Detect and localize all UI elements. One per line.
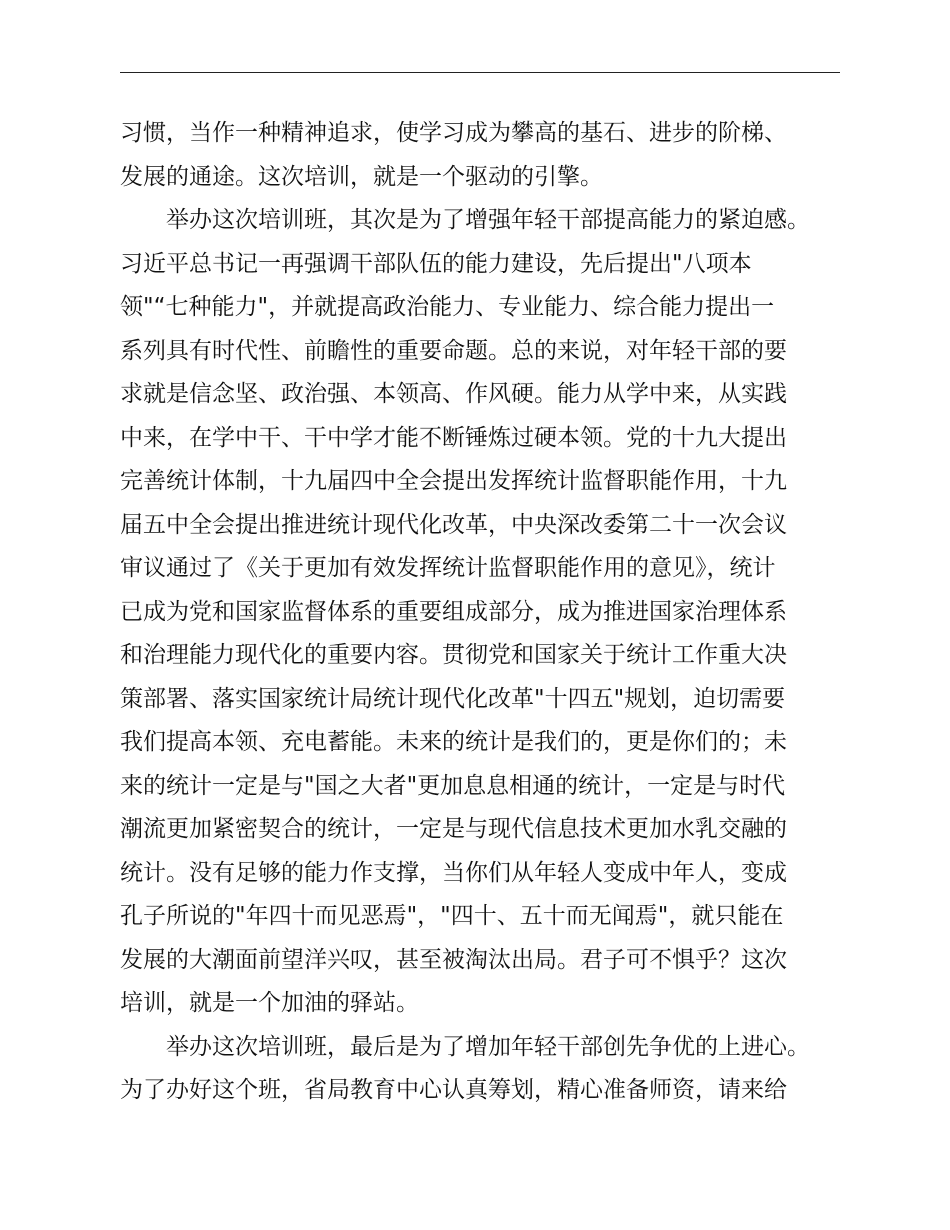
paragraph-start-line: 举办这次培训班，其次是为了增强年轻干部提高能力的紧迫感。 xyxy=(166,207,810,233)
text-line: 领"“七种能力"，并就提高政治能力、专业能力、综合能力提出一 xyxy=(120,294,775,320)
text-line: 系列具有时代性、前瞻性的重要命题。总的来说，对年轻干部的要 xyxy=(120,337,787,364)
text-line: 和治理能力现代化的重要内容。贯彻党和国家关于统计工作重大决 xyxy=(120,642,787,668)
text-line: 发展的大潮面前望洋兴叹，甚至被淘汰出局。君子可不惧乎？这次 xyxy=(120,946,787,973)
text-line: 孔子所说的"年四十而见恶焉"，"四十、五十而无闻焉"，就只能在 xyxy=(120,903,784,929)
text-line: 审议通过了《关于更加有效发挥统计监督职能作用的意见》，统计 xyxy=(120,555,776,581)
text-line: 已成为党和国家监督体系的重要组成部分，成为推进国家治理体系 xyxy=(120,598,787,625)
text-line: 培训，就是一个加油的驿站。 xyxy=(120,990,419,1016)
text-line: 策部署、落实国家统计局统计现代化改革"十四五"规划，迫切需要 xyxy=(120,685,786,712)
text-line: 为了办好这个班，省局教育中心认真筹划，精心准备师资，请来给 xyxy=(120,1077,787,1103)
text-line: 习惯，当作一种精神追求，使学习成为攀高的基石、进步的阶梯、 xyxy=(120,120,787,146)
document-body xyxy=(120,112,840,1113)
text-line: 发展的通途。这次培训，就是一个驱动的引擎。 xyxy=(120,163,603,190)
text-line: 求就是信念坚、政治强、本领高、作风硬。能力从学中来，从实践 xyxy=(120,381,787,407)
text-line: 届五中全会提出推进统计现代化改革，中央深改委第二十一次会议 xyxy=(120,511,787,538)
text-line: 中来，在学中干、干中学才能不断锤炼过硬本领。党的十九大提出 xyxy=(120,424,787,451)
text-line: 我们提高本领、充电蓄能。未来的统计是我们的，更是你们的；未 xyxy=(120,729,787,755)
text-line: 习近平总书记一再强调干部队伍的能力建设，先后提出"八项本 xyxy=(120,250,752,277)
text-line: 统计。没有足够的能力作支撑，当你们从年轻人变成中年人，变成 xyxy=(120,859,787,886)
header-rule xyxy=(120,72,840,73)
text-line: 完善统计体制，十九届四中全会提出发挥统计监督职能作用，十九 xyxy=(120,468,787,494)
text-line: 来的统计一定是与"国之大者"更加息息相通的统计，一定是与时代 xyxy=(120,772,786,799)
text-line: 潮流更加紧密契合的统计，一定是与现代信息技术更加水乳交融的 xyxy=(120,816,787,842)
paragraph-start-line: 举办这次培训班，最后是为了增加年轻干部创先争优的上进心。 xyxy=(166,1033,810,1060)
